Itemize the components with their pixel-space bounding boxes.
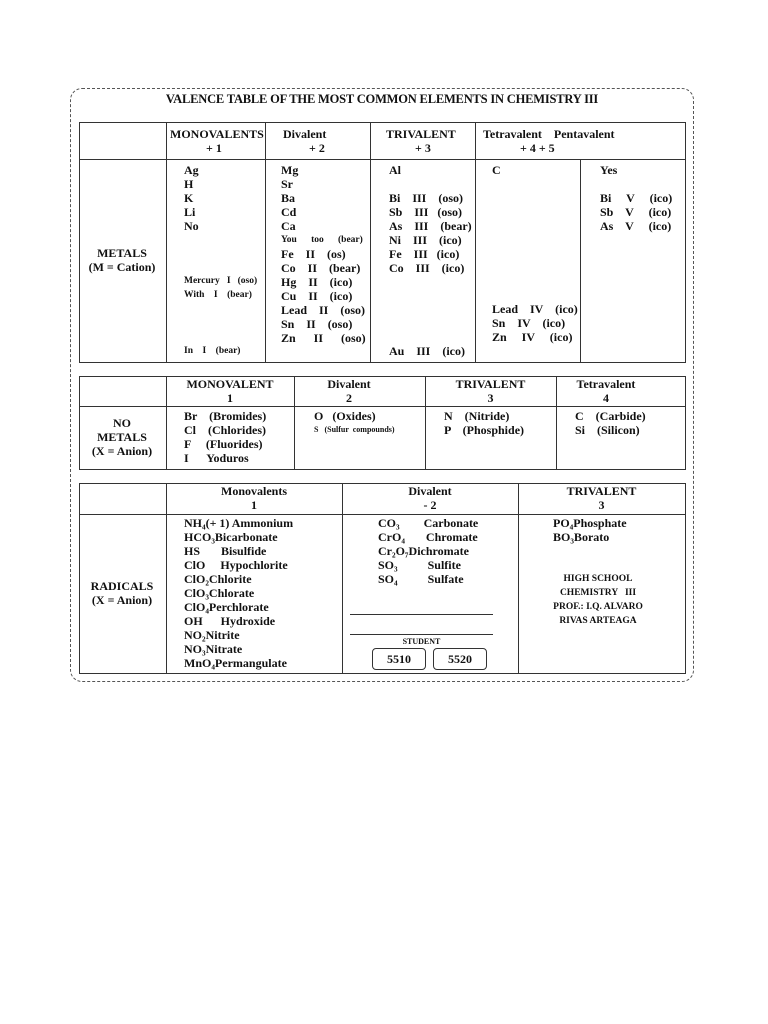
radicals-mono-list: NH₄(+ 1) Ammonium HCO₃Bicarbonate HS Bisulfide ClO Hypochlorite ClO₂Chlorite ClO₃Chlorate ClO₄Perchlorate OH Hydroxide NO₂Nitrite NO₃Nitrate MnO₄Permangulate (184, 516, 294, 670)
metals-penta-list: Yes Bi V (ico) Sb V (ico) As V (ico) (600, 163, 673, 233)
metals-header-tetra-penta: Tetravalent Pentavalent (483, 127, 615, 141)
metals-header-di-val: + 2 (309, 141, 325, 155)
metals-tetra-top: C (492, 163, 501, 177)
metals-header-mono-val: + 1 (206, 141, 222, 155)
metals-mono-bottom: In I (bear) (184, 346, 241, 356)
metals-trivalent-list: Al Bi III (oso) Sb III (oso) As III (bear) Ni III (ico) Fe III (ico) Co III (ico) (389, 163, 472, 275)
radicals-row-label: RADICALS (X = Anion) (90, 579, 154, 607)
nonmetals-di-list: O (Oxides) S (Sulfur compounds) (314, 409, 395, 434)
metals-row-label: METALS (M = Cation) (88, 246, 156, 274)
nonmetals-row-label: NO METALS (X = Anion) (91, 416, 153, 458)
nonmetals-header-tetra: Tetravalent 4 (576, 377, 636, 405)
metals-header-mono: MONOVALENTS (170, 127, 264, 141)
metals-trivalent-bottom: Au III (ico) (389, 344, 466, 358)
signature-line-1 (350, 614, 493, 615)
metals-table (79, 122, 686, 363)
radicals-tri-list: PO₄Phosphate BO₃Borato (553, 516, 627, 544)
metals-header-tri: TRIVALENT (386, 127, 456, 141)
nonmetals-tetra-list: C (Carbide) Si (Silicon) (575, 409, 646, 437)
school-info: HIGH SCHOOL CHEMISTRY III PROF.: I.Q. ALVARO RIVAS ARTEAGA (553, 574, 643, 626)
metals-header-tri-val: + 3 (415, 141, 431, 155)
student-label: STUDENT (402, 637, 441, 646)
code-box-5520: 5520 (433, 648, 487, 670)
nonmetals-header-di: Divalent 2 (327, 377, 371, 405)
radicals-header-tri: TRIVALENT 3 (566, 484, 637, 512)
nonmetals-header-tri: TRIVALENT 3 (455, 377, 526, 405)
metals-header-di: Divalent (283, 127, 327, 141)
nonmetals-header-mono: MONOVALENT 1 (186, 377, 274, 405)
metals-mono-mid: Mercury I (oso) With I (bear) (184, 276, 258, 300)
radicals-header-di: Divalent - 2 (408, 484, 452, 512)
metals-header-tp-val: + 4 + 5 (520, 141, 555, 155)
nonmetals-tri-list: N (Nitride) P (Phosphide) (444, 409, 525, 437)
page-title: VALENCE TABLE OF THE MOST COMMON ELEMENTS IN CHEMISTRY III (165, 92, 599, 106)
metals-tetra-bottom: Lead IV (ico) Sn IV (ico) Zn IV (ico) (492, 302, 578, 344)
metals-mono-list: Ag H K Li No (184, 163, 199, 233)
nonmetals-mono-list: Br (Bromides) Cl (Chlorides) F (Fluorides) I Yoduros (184, 409, 267, 465)
radicals-header-mono: Monovalents 1 (221, 484, 287, 512)
radicals-di-list: CO₃ Carbonate CrO₄ Chromate Cr₂O₇Dichromate SO₃ Sulfite SO₄ Sulfate (378, 516, 479, 586)
metals-divalent-list: Mg Sr Ba Cd Ca You too (bear) Fe II (os) Co II (bear) Hg II (ico) Cu II (ico) Lead II (oso) Sn II (oso) Zn II (oso) (281, 163, 366, 345)
code-box-5510: 5510 (372, 648, 426, 670)
